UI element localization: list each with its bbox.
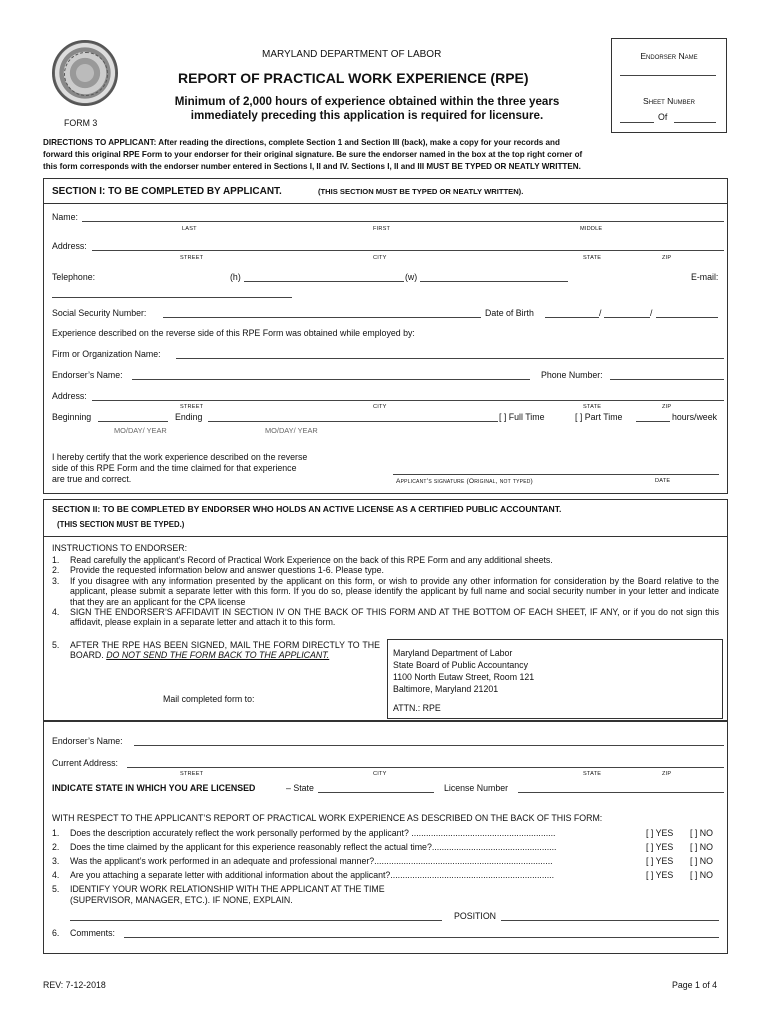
- beginning-hint: MO/DAY/ YEAR: [114, 426, 167, 435]
- page-title: REPORT OF PRACTICAL WORK EXPERIENCE (RPE): [178, 70, 529, 86]
- question-3-no[interactable]: [ ] NO: [690, 856, 713, 866]
- endorser-address-sub-zip: ZIP: [662, 404, 672, 410]
- form-number: FORM 3: [64, 118, 98, 128]
- certify-line3: are true and correct.: [52, 474, 132, 484]
- relationship-field[interactable]: [70, 920, 442, 921]
- mail-label: Mail completed form to:: [163, 694, 255, 704]
- current-address-sub-street: STREET: [180, 771, 204, 777]
- page-number: Page 1 of 4: [672, 980, 717, 990]
- section-1-title-note: (THIS SECTION MUST BE TYPED OR NEATLY WRITTEN).: [318, 187, 524, 196]
- instruction-3-num: 3.: [52, 575, 60, 586]
- address-sub-street: STREET: [180, 255, 204, 261]
- endorser-address-sub-state: STATE: [583, 404, 602, 410]
- instruction-4-num: 4.: [52, 607, 60, 618]
- beginning-label: Beginning: [52, 412, 92, 422]
- beginning-field[interactable]: [98, 421, 168, 422]
- respect-text: WITH RESPECT TO THE APPLICANT’S REPORT OF PRACTICAL WORK EXPERIENCE AS DESCRIBED ON THE BACK OF THIS FORM:: [52, 813, 603, 823]
- instructions-title: INSTRUCTIONS TO ENDORSER:: [52, 543, 188, 553]
- instruction-5: [70, 640, 380, 661]
- question-4-yes[interactable]: [ ] YES: [646, 870, 674, 880]
- question-5-line2: (SUPERVISOR, MANAGER, ETC.). IF NONE, EXPLAIN.: [70, 895, 293, 905]
- ssn-field[interactable]: [163, 317, 481, 318]
- subtitle-line2: immediately preceding this application is required for licensure.: [190, 109, 544, 122]
- email-label: E-mail:: [691, 272, 719, 282]
- section-2-title-note: (THIS SECTION MUST BE TYPED.): [57, 520, 185, 529]
- license-number-field[interactable]: [518, 792, 724, 793]
- sheet-number-label: Sheet Number: [643, 96, 695, 106]
- agency-name: MARYLAND DEPARTMENT OF LABOR: [262, 49, 442, 60]
- experience-text: Experience described on the reverse side of this RPE Form was obtained while employed by:: [52, 328, 415, 338]
- revision-date: REV: 7-12-2018: [43, 980, 106, 990]
- telephone-home-label: (h): [230, 272, 241, 282]
- telephone-home-field[interactable]: [244, 281, 404, 282]
- telephone-work-field[interactable]: [420, 281, 568, 282]
- question-2-num: 2.: [52, 842, 60, 852]
- applicant-signature-field[interactable]: [393, 474, 719, 475]
- directions-line1: DIRECTIONS TO APPLICANT: After reading the directions, complete Section 1 and Section III (back), make a copy for your records and: [43, 138, 560, 147]
- telephone-label: Telephone:: [52, 272, 96, 282]
- current-address-sub-city: CITY: [373, 771, 387, 777]
- instruction-1-text: Read carefully the applicant’s Record of Practical Work Experience on the back of this RPE Form and any additional sheets.: [70, 555, 553, 565]
- question-3-yes[interactable]: [ ] YES: [646, 856, 674, 866]
- instructions-list: [52, 555, 719, 628]
- address-label: Address:: [52, 241, 87, 251]
- section-2-title: SECTION II: TO BE COMPLETED BY ENDORSER WHO HOLDS AN ACTIVE LICENSE AS A CERTIFIED PUBLIC ACCOUNTANT.: [52, 504, 562, 514]
- endorser-name-field[interactable]: [620, 75, 716, 76]
- endorser-field[interactable]: [132, 379, 530, 380]
- endorser-name-field-2[interactable]: [134, 745, 724, 746]
- question-5-line1: IDENTIFY YOUR WORK RELATIONSHIP WITH THE APPLICANT AT THE TIME: [70, 884, 385, 894]
- instruction-5-underlined: DO NOT SEND THE FORM BACK TO THE APPLICANT.: [106, 650, 330, 661]
- signature-label: Applicant’s signature (Original, not typed): [396, 478, 533, 485]
- name-label: Name:: [52, 212, 78, 222]
- question-2-yes[interactable]: [ ] YES: [646, 842, 674, 852]
- phone-label: Phone Number:: [541, 370, 603, 380]
- ending-label: Ending: [175, 412, 203, 422]
- instruction-5-num: 5.: [52, 640, 60, 650]
- address-sub-city: CITY: [373, 255, 387, 261]
- directions-line3: this form corresponds with the endorser number entered in Sections I, II and IV. Sections I, II and III MUST BE TYPED OR NEATLY WRITTEN.: [43, 162, 581, 171]
- directions-line2: forward this original RPE Form to your endorser for their original signature. Be sure the endorser named in the box at the top right corner of: [43, 150, 583, 159]
- dob-year-field[interactable]: [656, 317, 718, 318]
- sheet-of-label: Of: [658, 112, 668, 122]
- question-4-num: 4.: [52, 870, 60, 880]
- comments-field[interactable]: [124, 937, 719, 938]
- mail-address-box: [387, 639, 723, 719]
- instruction-3-text: If you disagree with any information presented by the applicant on this form, or wish to provide any other information for consideration by the Board relative to the applicant, please submit a separate letter with this form. If you do so, please identify the applicant by full name and social security number in your letter and indicate that they are an applicant for the CPA license: [70, 575, 719, 607]
- endorser-address-sub-city: CITY: [373, 404, 387, 410]
- section-1-title: SECTION I: TO BE COMPLETED BY APPLICANT.: [52, 186, 282, 197]
- endorser-name-label: Endorser Name: [640, 51, 698, 61]
- license-number-label: License Number: [444, 783, 509, 793]
- hours-label: hours/week: [672, 412, 717, 422]
- question-2-text: Does the time claimed by the applicant for this experience reasonably reflect the actual time?...................................................: [70, 842, 557, 852]
- question-4-no[interactable]: [ ] NO: [690, 870, 713, 880]
- sheet-number-field[interactable]: [620, 122, 654, 123]
- license-state-field[interactable]: [318, 792, 434, 793]
- question-2-no[interactable]: [ ] NO: [690, 842, 713, 852]
- dob-label: Date of Birth: [485, 308, 534, 318]
- endorser-address-sub-street: STREET: [180, 404, 204, 410]
- dob-month-field[interactable]: [545, 317, 599, 318]
- instruction-4-text: SIGN THE ENDORSER’S AFFIDAVIT IN SECTION IV ON THE BACK OF THIS FORM AND AT THE BOTTOM OF EACH SHEET, IF ANY, or if you do not sign this affidavit, please explain in a separate letter and attach it to this form.: [70, 607, 719, 628]
- position-field[interactable]: [501, 920, 719, 921]
- ending-hint: MO/DAY/ YEAR: [265, 426, 318, 435]
- mail-line-4: Baltimore, Maryland 21201: [393, 684, 499, 694]
- firm-label: Firm or Organization Name:: [52, 349, 161, 359]
- mail-line-2: State Board of Public Accountancy: [393, 660, 528, 670]
- indicate-state-label: INDICATE STATE IN WHICH YOU ARE LICENSED: [52, 783, 256, 793]
- current-address-sub-state: STATE: [583, 771, 602, 777]
- email-field[interactable]: [52, 297, 292, 298]
- position-label: POSITION: [454, 911, 497, 921]
- state-seal-logo: [52, 40, 118, 106]
- mail-line-1: Maryland Department of Labor: [393, 648, 513, 658]
- fulltime-checkbox[interactable]: [ ] Full Time: [499, 412, 545, 422]
- date-label: DATE: [655, 478, 671, 484]
- question-1-num: 1.: [52, 828, 60, 838]
- endorser-box: [611, 38, 727, 133]
- ssn-label: Social Security Number:: [52, 308, 147, 318]
- ending-field[interactable]: [208, 421, 498, 422]
- endorser-address-field[interactable]: [92, 400, 724, 401]
- question-5-num: 5.: [52, 884, 60, 894]
- current-address-label: Current Address:: [52, 758, 119, 768]
- sheet-total-field[interactable]: [674, 122, 716, 123]
- question-1-no[interactable]: [ ] NO: [690, 828, 713, 838]
- firm-field[interactable]: [176, 358, 724, 359]
- address-sub-zip: ZIP: [662, 255, 672, 261]
- mail-attn: ATTN.: RPE: [393, 703, 441, 713]
- question-1-text: Does the description accurately reflect the work personally performed by the applicant? ...........................................................: [70, 828, 556, 838]
- state-label: – State: [286, 783, 314, 793]
- current-address-sub-zip: ZIP: [662, 771, 672, 777]
- instruction-2-text: Provide the requested information below and answer questions 1-6. Please type.: [70, 565, 384, 576]
- address-field[interactable]: [92, 250, 724, 251]
- current-address-field[interactable]: [127, 767, 724, 768]
- name-sub-middle: MIDDLE: [580, 226, 603, 232]
- name-sub-first: FIRST: [373, 226, 391, 232]
- subtitle-line1: Minimum of 2,000 hours of experience obtained within the three years: [174, 95, 560, 108]
- comments-label: Comments:: [70, 928, 115, 938]
- endorser-name-label-2: Endorser’s Name:: [52, 736, 123, 746]
- instruction-1-num: 1.: [52, 555, 60, 565]
- name-field[interactable]: [82, 221, 724, 222]
- mail-line-3: 1100 North Eutaw Street, Room 121: [393, 672, 535, 682]
- certify-line2: side of this RPE Form and the time claimed for that experience: [52, 463, 297, 473]
- parttime-checkbox[interactable]: [ ] Part Time: [575, 412, 623, 422]
- dob-day-field[interactable]: [604, 317, 650, 318]
- instruction-2-num: 2.: [52, 565, 60, 576]
- address-sub-state: STATE: [583, 255, 602, 261]
- question-1-yes[interactable]: [ ] YES: [646, 828, 674, 838]
- question-6-num: 6.: [52, 928, 60, 938]
- name-sub-last: LAST: [182, 226, 197, 232]
- question-4-text: Are you attaching a separate letter with additional information about the applicant?...................................................................: [70, 870, 555, 880]
- question-3-num: 3.: [52, 856, 60, 866]
- instruction-5-text: AFTER THE RPE HAS BEEN SIGNED, MAIL THE FORM DIRECTLY TO THE BOARD.: [70, 640, 380, 661]
- hours-field[interactable]: [636, 421, 670, 422]
- phone-field[interactable]: [610, 379, 724, 380]
- endorser-address-label: Address:: [52, 391, 87, 401]
- certify-line1: I hereby certify that the work experience described on the reverse: [52, 452, 308, 462]
- endorser-label: Endorser’s Name:: [52, 370, 123, 380]
- question-3-text: Was the applicant’s work performed in an adequate and professional manner?.........................................................................: [70, 856, 553, 866]
- telephone-work-label: (w): [405, 272, 418, 282]
